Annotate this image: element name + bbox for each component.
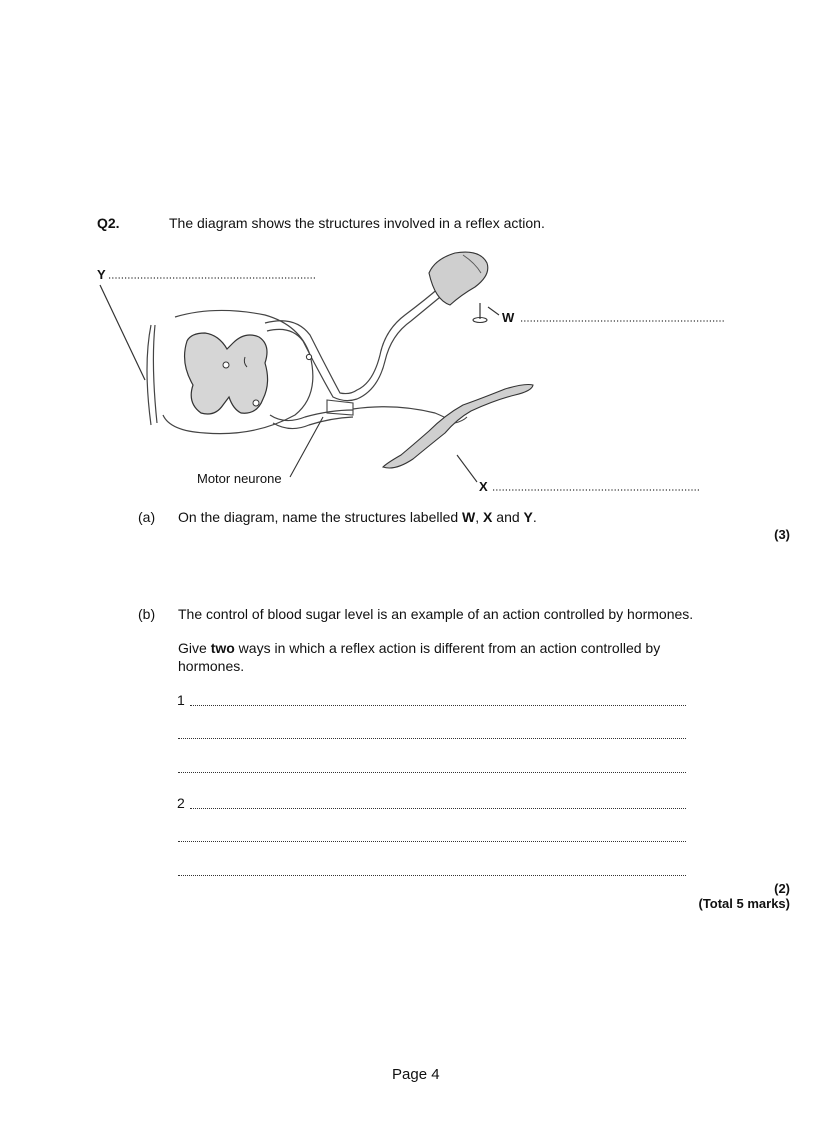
question-number: Q2. <box>97 215 120 231</box>
label-w: W <box>502 310 515 325</box>
answer-line-1a[interactable] <box>190 705 686 706</box>
question-intro: The diagram shows the structures involved in a reflex action. <box>169 215 545 231</box>
pointer-w <box>488 307 499 315</box>
part-b-rest: ways in which a reflex action is different from an action controlled by <box>234 640 661 656</box>
part-b-marks <box>698 881 790 911</box>
label-y: Y <box>97 267 106 282</box>
sensory-neurone-inner <box>267 293 445 401</box>
sensory-neurone-outer <box>265 287 440 394</box>
answer-line-1b[interactable] <box>178 738 686 739</box>
part-a-x: X <box>483 509 493 525</box>
central-canal <box>223 362 229 368</box>
part-b-give: Give <box>178 640 211 656</box>
page-number: Page 4 <box>392 1066 440 1083</box>
answer-number-1: 1 <box>177 692 185 708</box>
motor-root-inner <box>273 417 353 429</box>
pointer-x <box>457 455 477 482</box>
answer-line-1c[interactable] <box>178 772 686 773</box>
answer-line-2b[interactable] <box>178 841 686 842</box>
part-b-label: (b) <box>138 606 156 622</box>
part-a-text-start: On the diagram, name the structures labelled <box>178 509 463 525</box>
pointer-y <box>100 285 145 380</box>
part-b-question-line1 <box>178 640 660 656</box>
motor-root-outer <box>270 410 353 421</box>
part-a-comma: , <box>475 509 484 525</box>
sensory-cell-body <box>306 354 311 359</box>
finger <box>429 252 488 305</box>
label-x: X <box>479 479 488 494</box>
part-a-end: . <box>532 509 537 525</box>
nerve-junction <box>327 400 353 415</box>
part-a-w: W <box>462 509 476 525</box>
reflex-arc-diagram <box>95 245 735 500</box>
answer-line-2c[interactable] <box>178 875 686 876</box>
part-a-text <box>178 509 537 525</box>
part-a-marks: (3) <box>774 527 790 542</box>
answer-line-2a[interactable] <box>190 808 686 809</box>
part-b-marks-value: (2) <box>774 881 790 896</box>
answer-number-2: 2 <box>177 795 185 811</box>
synapse-circle <box>253 400 259 406</box>
spinal-cord-edge-left <box>147 325 151 425</box>
total-marks: (Total 5 marks) <box>698 896 790 911</box>
part-b-text: The control of blood sugar level is an example of an action controlled by hormones. <box>178 606 694 622</box>
part-a-label: (a) <box>138 509 156 525</box>
label-motor-neurone: Motor neurone <box>197 471 282 486</box>
part-a-and: and <box>492 509 524 525</box>
spinal-cord-edge <box>153 325 157 423</box>
part-a-y: Y <box>523 509 533 525</box>
part-b-two: two <box>210 640 235 656</box>
part-b-question-line2: hormones. <box>178 658 245 674</box>
